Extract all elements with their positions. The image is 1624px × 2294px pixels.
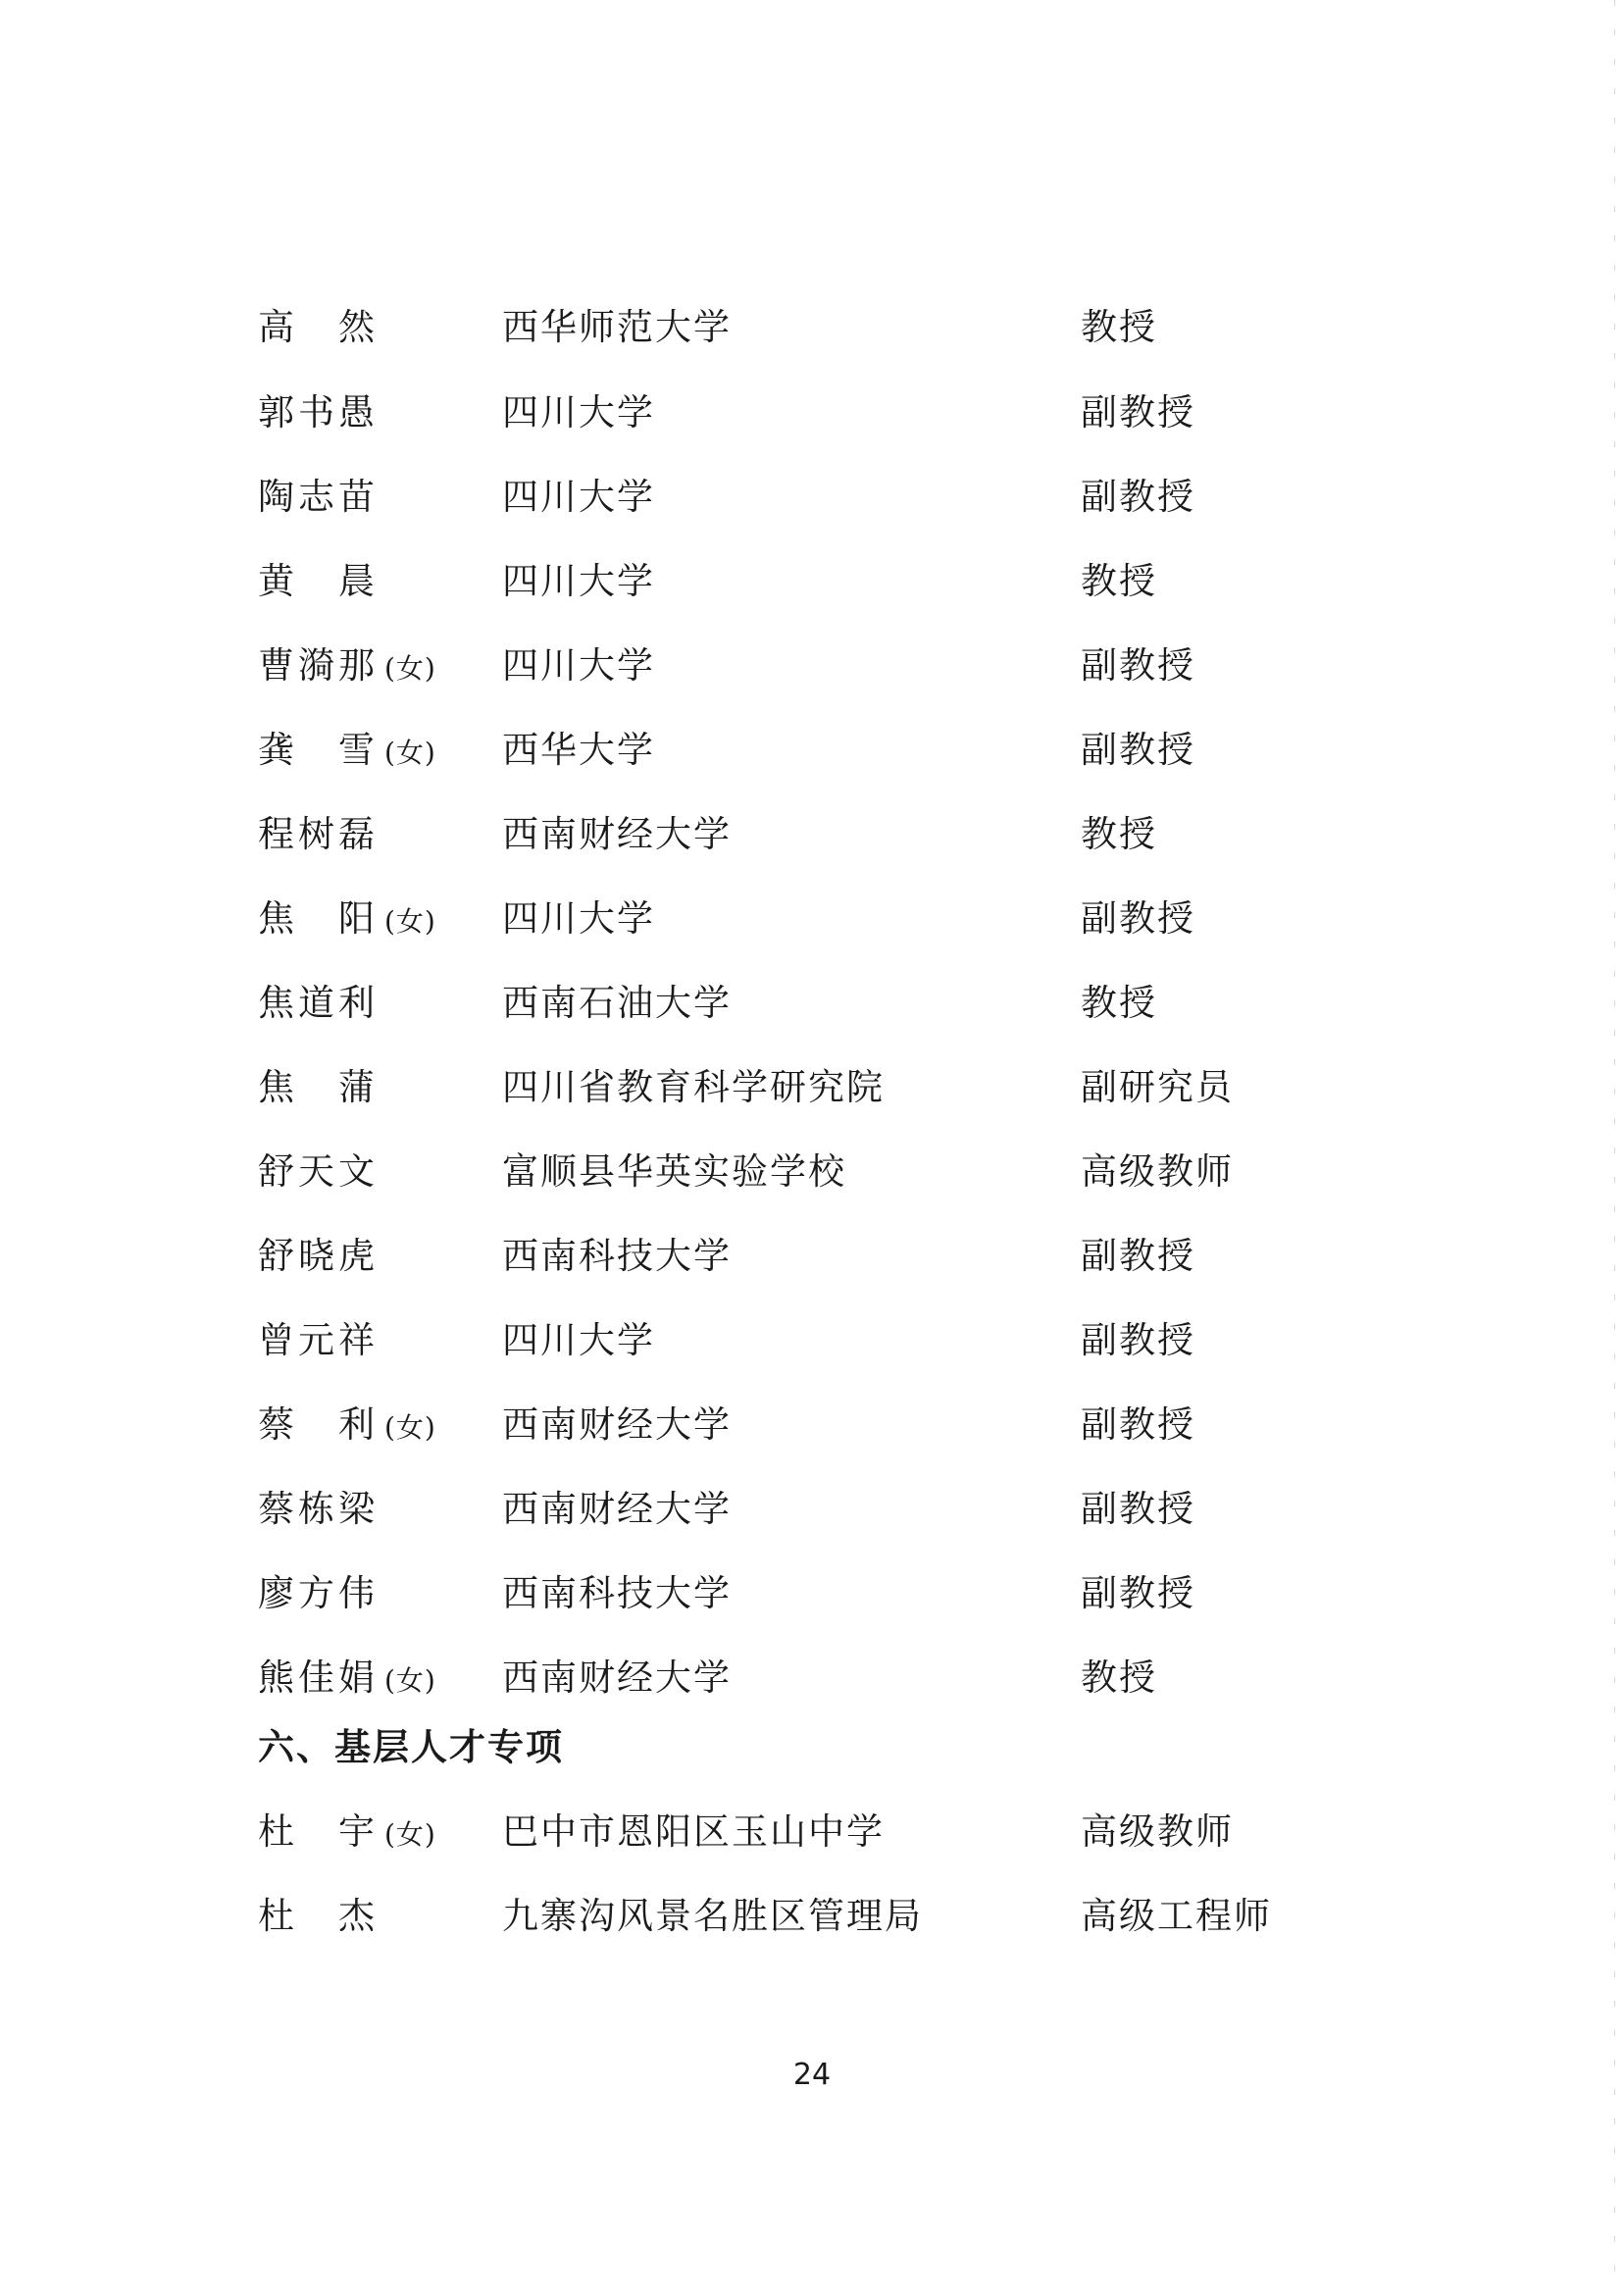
person-org: 西华师范大学 [502,306,732,348]
list-item [0,1396,1624,1454]
person-title: 副教授 [1081,1319,1195,1361]
person-title: 副教授 [1081,1403,1195,1446]
person-title: 教授 [1081,560,1157,602]
list-item [0,468,1624,527]
list-item [0,1649,1624,1708]
person-org: 西南财经大学 [502,1403,732,1446]
person-title: 高级工程师 [1081,1895,1272,1937]
person-org: 四川大学 [502,1319,655,1361]
list-item [0,1480,1624,1539]
person-org: 西南财经大学 [502,1657,732,1699]
person-title: 副教授 [1081,1235,1195,1277]
person-org: 西南财经大学 [502,813,732,855]
list-item [0,552,1624,611]
person-org: 四川大学 [502,644,655,687]
person-org: 四川大学 [502,476,655,518]
list-item [0,637,1624,695]
person-title: 教授 [1081,813,1157,855]
person-org: 西南财经大学 [502,1488,732,1530]
person-title: 教授 [1081,982,1157,1024]
person-name: 焦道利 [258,982,379,1024]
person-title: 副教授 [1081,1572,1195,1614]
list-item [0,298,1624,357]
list-item [0,1311,1624,1370]
person-title: 教授 [1081,1657,1157,1699]
person-org: 四川大学 [502,897,655,940]
list-item [0,805,1624,864]
person-title: 副教授 [1081,729,1195,771]
person-name: 熊佳娟 (女) [258,1657,436,1699]
person-name: 陶志苗 [258,476,379,518]
list-item [0,383,1624,442]
person-org: 四川省教育科学研究院 [502,1066,885,1108]
list-item [0,721,1624,780]
list-item [0,974,1624,1033]
person-name: 曹漪那 (女) [258,644,436,687]
list-item [0,890,1624,948]
person-name: 焦 阳 (女) [258,897,436,940]
person-org: 西南石油大学 [502,982,732,1024]
person-name: 高 然 [258,306,379,348]
list-item [0,1143,1624,1201]
list-item [0,1564,1624,1623]
person-name: 杜 杰 [258,1895,379,1937]
person-name: 蔡 利 (女) [258,1403,436,1446]
person-title: 高级教师 [1081,1150,1234,1193]
person-name: 舒晓虎 [258,1235,379,1277]
section-heading: 六、基层人才专项 [258,1726,564,1768]
person-org: 巴中市恩阳区玉山中学 [502,1810,885,1853]
person-name: 黄 晨 [258,560,379,602]
person-title: 高级教师 [1081,1810,1234,1853]
person-org: 西华大学 [502,729,655,771]
person-name: 焦 蒲 [258,1066,379,1108]
page-number: 24 [792,2058,832,2092]
scan-edge-artifact [1614,0,1615,2294]
person-name: 杜 宇 (女) [258,1810,436,1853]
person-title: 副教授 [1081,644,1195,687]
person-name: 龚 雪 (女) [258,729,436,771]
person-title: 副教授 [1081,476,1195,518]
person-org: 四川大学 [502,560,655,602]
person-name: 程树磊 [258,813,379,855]
person-name: 曾元祥 [258,1319,379,1361]
person-name: 廖方伟 [258,1572,379,1614]
list-item [0,1887,1624,1946]
list-item [0,1803,1624,1861]
person-org: 四川大学 [502,391,655,433]
person-org: 西南科技大学 [502,1572,732,1614]
person-name: 郭书愚 [258,391,379,433]
person-title: 副教授 [1081,391,1195,433]
person-org: 西南科技大学 [502,1235,732,1277]
person-org: 富顺县华英实验学校 [502,1150,846,1193]
person-name: 蔡栋梁 [258,1488,379,1530]
person-title: 副教授 [1081,897,1195,940]
person-org: 九寨沟风景名胜区管理局 [502,1895,923,1937]
person-title: 副研究员 [1081,1066,1234,1108]
person-name: 舒天文 [258,1150,379,1193]
list-item [0,1058,1624,1117]
person-title: 教授 [1081,306,1157,348]
list-item [0,1227,1624,1286]
person-title: 副教授 [1081,1488,1195,1530]
